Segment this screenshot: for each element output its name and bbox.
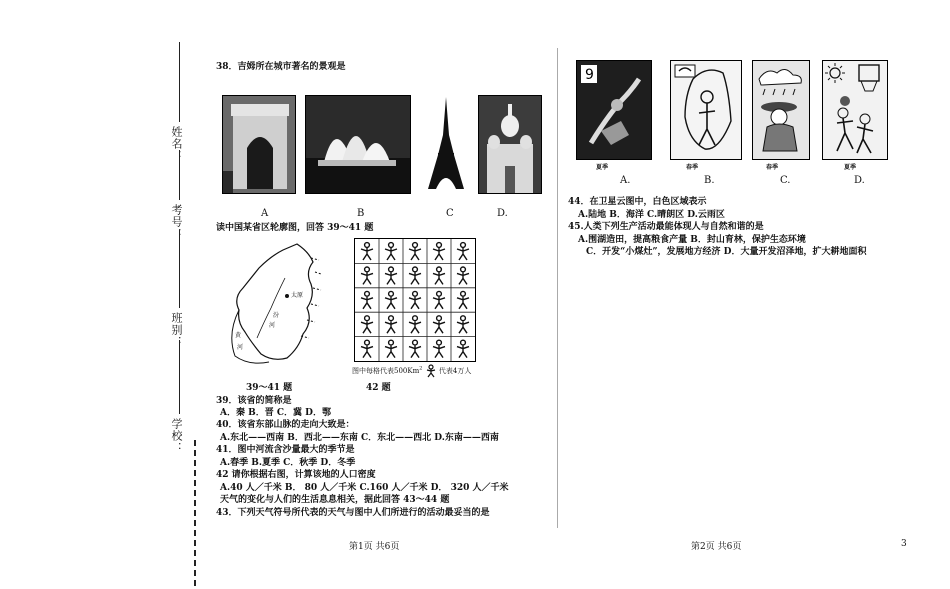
weather-option-b: B. [704,175,715,186]
map-river-label-2: 河 [269,322,276,329]
question-44-options: A.陆地 B．海洋 C.晴朗区 D.云雨区 [578,210,725,220]
weather-picture-a [576,60,652,160]
question-42: 42 请你根据右图，计算该地的人口密度 [216,470,376,480]
weather-option-d: D. [854,175,865,186]
map-river-label-1: 汾 [273,312,280,319]
weather-season-c: 春季 [766,164,779,171]
svg-text:9: 9 [585,67,594,83]
exam-no-label: 考号： [170,204,183,240]
question-40-options: A.东北——西南 B．西北——东南 C．东北——西北 D.东南——西南 [220,433,499,443]
st-basils-cathedral-image [478,95,542,194]
question-42-options: A.40 人／千米 B． 80 人／千米 C.160 人／千米 D． 320 人／千米 [220,483,509,493]
person-icon [425,364,437,378]
question-40: 40．该省东部山脉的走向大致是： [216,420,355,430]
class-label: 班别： [170,312,183,348]
class-line [179,230,180,308]
grid-legend-suffix: 代表4万人 [438,367,472,375]
footer-right-page: 第2页 共6页 [691,542,742,552]
q38-option-c: C [446,208,454,219]
map-caption: 39～41 题 [246,383,293,393]
map-city-label: 太原 [291,292,304,299]
weather-season-d: 夏季 [844,164,857,171]
column-divider [557,48,558,528]
weather-season-a: 夏季 [596,164,609,171]
question-43: 43．下列天气符号所代表的天气与图中人们所进行的活动最妥当的是 [216,508,490,518]
weather-picture-b [670,60,742,160]
q38-option-b: B [357,208,365,219]
question-39-options: A．秦 B．晋 C．冀 D．鄂 [220,408,331,418]
question-44: 44．在卫星云图中，白色区域表示 [568,197,707,207]
population-grid [354,238,476,362]
sydney-opera-house-image [305,95,411,194]
question-45-options-ab: A.围湖造田，提高粮食产量 B．封山育林，保护生态环境 [578,235,806,245]
province-outline-map [225,238,325,366]
question-39: 39．该省的简称是 [216,396,292,406]
eiffel-tower-image [420,95,472,192]
question-41-options: A.春季 B.夏季 C．秋季 D．冬季 [220,458,356,468]
question-45-options-cd: C．开发“小煤灶”，发展地方经济 D．大量开发沼泽地，扩大耕地面积 [586,247,867,257]
question-41: 41．图中河流含沙量最大的季节是 [216,445,355,455]
grid-legend-prefix: 图中每格代表500Km [352,367,420,375]
school-line [179,340,180,414]
exam-no-line [179,150,180,200]
arc-de-triomphe-image [222,95,296,194]
intro-43-44: 天气的变化与人们的生活息息相关，据此回答 43～44 题 [220,495,450,505]
map-river-label-4: 河 [237,344,244,351]
weather-picture-c [752,60,810,160]
footer-page-number: 3 [901,539,907,549]
name-label: 姓名： [170,126,183,162]
name-line [179,42,180,122]
grid-legend: 图中每格代表500Km$^2$ 代表4万人 [352,364,471,378]
question-45: 45.人类下列生产活动最能体现人与自然和谐的是 [568,222,764,232]
footer-left-page: 第1页 共6页 [349,542,400,552]
weather-picture-d [822,60,888,160]
weather-option-a: A. [620,175,631,186]
q38-option-a: A [261,208,269,219]
q38-option-d: D. [497,208,508,219]
weather-season-b: 春季 [686,164,699,171]
grid-caption: 42 题 [366,383,391,393]
weather-option-c: C. [780,175,791,186]
map-river-label-3: 黄 [235,332,242,339]
binding-dashed-line [194,440,196,586]
map-intro: 读中国某省区轮廓图，回答 39～41 题 [216,223,374,233]
question-38: 38．吉姆所在城市著名的景观是 [216,62,346,72]
school-label: 学校： [170,418,183,454]
